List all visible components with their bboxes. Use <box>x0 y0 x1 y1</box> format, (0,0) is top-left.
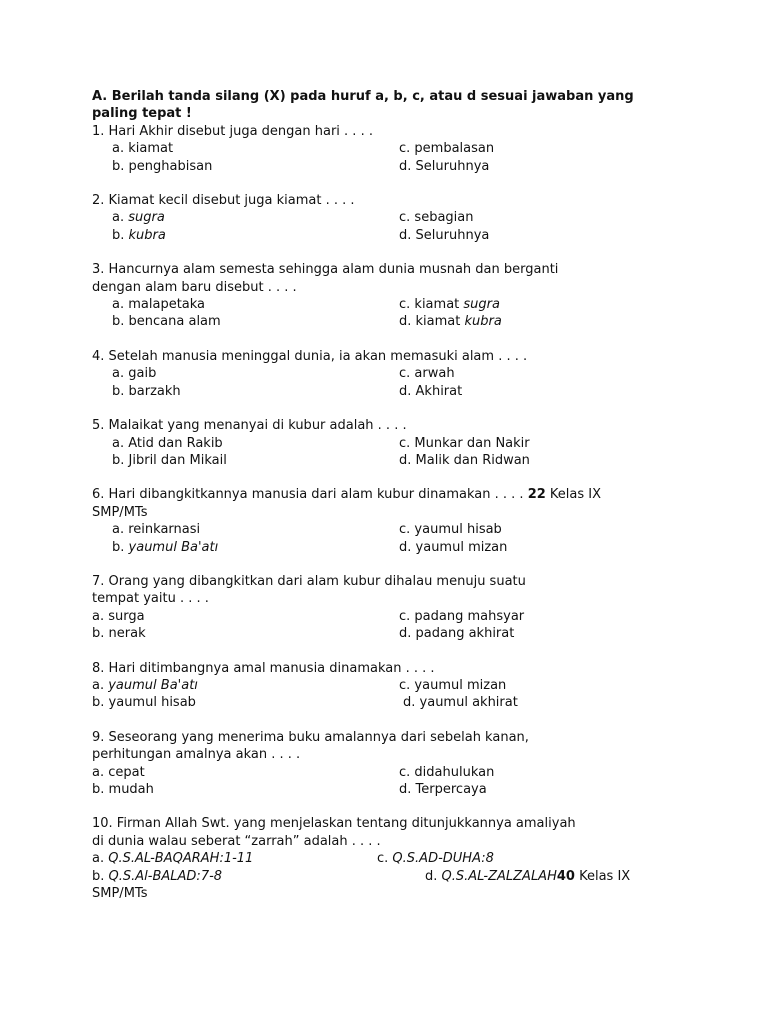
option-d[interactable] <box>399 781 692 798</box>
option-text: malapetaka <box>128 297 206 313</box>
option-d[interactable] <box>399 625 692 642</box>
option-letter: a. <box>112 435 129 451</box>
question-5 <box>92 417 692 469</box>
option-a[interactable] <box>92 850 377 867</box>
option-text-italic: sugra <box>463 297 500 313</box>
option-text: Munkar dan Nakir <box>414 435 530 451</box>
options-row-2 <box>92 868 692 885</box>
option-letter: d. <box>403 695 420 711</box>
option-text: Malik dan Ridwan <box>415 452 530 468</box>
option-b[interactable] <box>112 539 399 556</box>
question-text: 8. Hari ditimbangnya amal manusia dinamakan . . . . <box>92 660 435 676</box>
option-letter: c. <box>399 764 415 780</box>
option-letter: a. <box>112 141 129 157</box>
question-6 <box>92 486 692 556</box>
option-text: bencana alam <box>128 314 221 330</box>
option-d[interactable] <box>399 227 692 244</box>
question-8 <box>92 660 692 712</box>
option-text: kiamat <box>128 141 174 157</box>
option-c[interactable] <box>377 850 692 867</box>
question-text: 7. Orang yang dibangkitkan dari alam kubur dihalau menuju suatu <box>92 573 526 589</box>
option-d[interactable] <box>399 383 692 400</box>
option-text: yaumul akhirat <box>419 695 518 711</box>
question-text: 10. Firman Allah Swt. yang menjelaskan tentang ditunjukkannya amaliyah <box>92 816 576 832</box>
option-letter: c. <box>399 677 415 693</box>
option-text: yaumul mizan <box>415 539 508 555</box>
option-c[interactable] <box>399 764 692 781</box>
question-text: 4. Setelah manusia meninggal dunia, ia akan memasuki alam . . . . <box>92 348 528 364</box>
option-letter: d. <box>425 868 442 884</box>
option-letter: a. <box>112 366 129 382</box>
option-b[interactable] <box>92 868 425 885</box>
option-b[interactable] <box>92 625 399 642</box>
option-text-italic: sugra <box>128 210 165 226</box>
option-a[interactable] <box>112 140 399 157</box>
options <box>92 521 692 556</box>
option-text-italic: Q.S.Al-BALAD:7-8 <box>108 868 223 884</box>
option-a[interactable] <box>112 521 399 538</box>
option-text: sebagian <box>414 210 474 226</box>
option-letter: b. <box>112 227 129 243</box>
option-text: barzakh <box>128 383 181 399</box>
option-a[interactable] <box>112 296 399 313</box>
option-a[interactable] <box>92 608 399 625</box>
question-text-cont: di dunia walau seberat “zarrah” adalah . . . . <box>92 833 381 849</box>
question-3 <box>92 261 692 331</box>
page-footer-class: Kelas IX <box>545 487 602 503</box>
option-d[interactable] <box>399 694 692 711</box>
options <box>92 850 692 867</box>
option-letter: c. <box>399 608 415 624</box>
question-7 <box>92 573 692 643</box>
options <box>92 296 692 331</box>
option-letter: c. <box>399 366 415 382</box>
page-footer-school: SMP/MTs <box>92 504 148 520</box>
option-a[interactable] <box>112 365 399 382</box>
option-text: arwah <box>414 366 455 382</box>
option-b[interactable] <box>112 313 399 330</box>
question-text <box>92 486 692 503</box>
option-letter: b. <box>92 626 109 642</box>
question-1 <box>92 123 692 175</box>
option-b[interactable] <box>112 227 399 244</box>
option-a[interactable] <box>92 677 399 694</box>
option-letter: c. <box>399 297 415 313</box>
option-text: Akhirat <box>415 383 463 399</box>
option-b[interactable] <box>92 694 399 711</box>
option-letter: c. <box>377 851 393 867</box>
option-letter: b. <box>92 782 109 797</box>
option-letter: d. <box>399 782 416 797</box>
option-letter: b. <box>112 158 129 174</box>
option-text: yaumul mizan <box>414 677 507 693</box>
option-c[interactable] <box>399 521 692 538</box>
option-a[interactable] <box>112 209 399 226</box>
option-a[interactable] <box>112 435 399 452</box>
option-letter: b. <box>92 695 109 711</box>
page-footer-class: Kelas IX <box>574 868 631 884</box>
option-letter: b. <box>112 314 129 330</box>
question-text: 1. Hari Akhir disebut juga dengan hari . . . . <box>92 123 373 139</box>
options <box>92 764 692 799</box>
options <box>92 140 692 175</box>
question-9 <box>92 729 692 799</box>
option-letter: d. <box>399 626 416 642</box>
option-d[interactable] <box>425 868 692 885</box>
option-text-italic: yaumul Ba'atı <box>128 539 219 555</box>
question-text-cont: perhitungan amalnya akan . . . . <box>92 747 301 763</box>
option-letter: d. <box>399 314 416 330</box>
option-d[interactable] <box>399 158 692 175</box>
option-letter: a. <box>92 608 109 624</box>
page-number: 22 <box>527 487 546 503</box>
option-text: Seluruhnya <box>415 158 490 174</box>
option-text: Terpercaya <box>415 782 487 797</box>
option-d[interactable] <box>399 313 692 330</box>
option-text-italic: yaumul Ba'atı <box>108 677 198 693</box>
option-text: Jibril dan Mikail <box>128 452 227 468</box>
option-text-italic: kubra <box>464 314 502 330</box>
option-c[interactable] <box>399 608 692 625</box>
option-letter: d. <box>399 452 416 468</box>
options <box>92 209 692 244</box>
option-text: yaumul hisab <box>108 695 196 711</box>
option-letter: a. <box>92 851 109 867</box>
option-letter: a. <box>92 764 109 780</box>
option-text-italic: Q.S.AL-BAQARAH:1-11 <box>108 851 254 867</box>
question-text-cont: tempat yaitu . . . . <box>92 591 209 607</box>
option-a[interactable] <box>92 764 399 781</box>
option-text: reinkarnasi <box>128 522 201 538</box>
option-c[interactable] <box>399 209 692 226</box>
option-letter: a. <box>112 522 129 538</box>
option-letter: b. <box>112 383 129 399</box>
options <box>92 608 692 643</box>
instruction-line-1: A. Berilah tanda silang (X) pada huruf a, b, c, atau d sesuai jawaban yang <box>92 89 634 104</box>
option-c[interactable] <box>399 365 692 382</box>
question-4 <box>92 348 692 400</box>
option-text: cepat <box>108 764 145 780</box>
option-letter: c. <box>399 210 415 226</box>
option-letter: a. <box>112 297 129 313</box>
option-text: pembalasan <box>414 141 495 157</box>
option-letter: c. <box>399 141 415 157</box>
option-text: nerak <box>108 626 146 642</box>
option-text: Atid dan Rakib <box>128 435 223 451</box>
option-letter: b. <box>92 868 109 884</box>
option-text: surga <box>108 608 145 624</box>
option-b[interactable] <box>112 452 399 469</box>
option-c[interactable] <box>399 677 692 694</box>
option-letter: d. <box>399 227 416 243</box>
option-text: mudah <box>108 782 154 797</box>
option-text: penghabisan <box>128 158 213 174</box>
option-c[interactable] <box>399 140 692 157</box>
page-footer-school: SMP/MTs <box>92 886 148 902</box>
question-text-cont: dengan alam baru disebut . . . . <box>92 279 297 295</box>
option-d[interactable] <box>399 539 692 556</box>
option-text: didahulukan <box>414 764 495 780</box>
page-number: 40 <box>556 868 575 884</box>
option-letter: a. <box>112 210 129 226</box>
option-letter: d. <box>399 383 416 399</box>
option-text: gaib <box>128 366 157 382</box>
option-text-italic: kubra <box>128 227 166 243</box>
question-text: 9. Seseorang yang menerima buku amalannya dari sebelah kanan, <box>92 729 529 745</box>
option-c[interactable] <box>399 296 692 313</box>
option-b[interactable] <box>112 158 399 175</box>
option-letter: d. <box>399 539 416 555</box>
options <box>92 435 692 470</box>
question-text: 3. Hancurnya alam semesta sehingga alam dunia musnah dan berganti <box>92 262 559 278</box>
worksheet-page <box>92 88 692 902</box>
option-b[interactable] <box>112 383 399 400</box>
option-letter: b. <box>112 452 129 468</box>
question-10 <box>92 815 692 902</box>
option-text-italic: Q.S.AL-ZALZALAH <box>441 868 557 884</box>
option-text-italic: Q.S.AD-DUHA:8 <box>392 851 494 867</box>
option-letter: d. <box>399 158 416 174</box>
question-2 <box>92 192 692 244</box>
options <box>92 677 692 712</box>
option-c[interactable] <box>399 435 692 452</box>
option-b[interactable] <box>92 781 399 798</box>
instruction-line-2: paling tepat ! <box>92 106 192 122</box>
option-letter: b. <box>112 539 129 555</box>
option-text: yaumul hisab <box>414 522 502 538</box>
option-letter: c. <box>399 522 415 538</box>
option-d[interactable] <box>399 452 692 469</box>
options <box>92 365 692 400</box>
option-text: Seluruhnya <box>415 227 490 243</box>
option-text: padang akhirat <box>415 626 515 642</box>
option-letter: c. <box>399 435 415 451</box>
option-text: kiamat <box>415 314 465 330</box>
question-6-text: 6. Hari dibangkitkannya manusia dari alam kubur dinamakan . . . . <box>92 487 528 503</box>
option-text: padang mahsyar <box>414 608 525 624</box>
option-text: kiamat <box>414 297 464 313</box>
option-letter: a. <box>92 677 109 693</box>
question-text: 2. Kiamat kecil disebut juga kiamat . . . . <box>92 193 355 209</box>
instruction <box>92 88 692 123</box>
question-text: 5. Malaikat yang menanyai di kubur adalah . . . . <box>92 418 407 434</box>
